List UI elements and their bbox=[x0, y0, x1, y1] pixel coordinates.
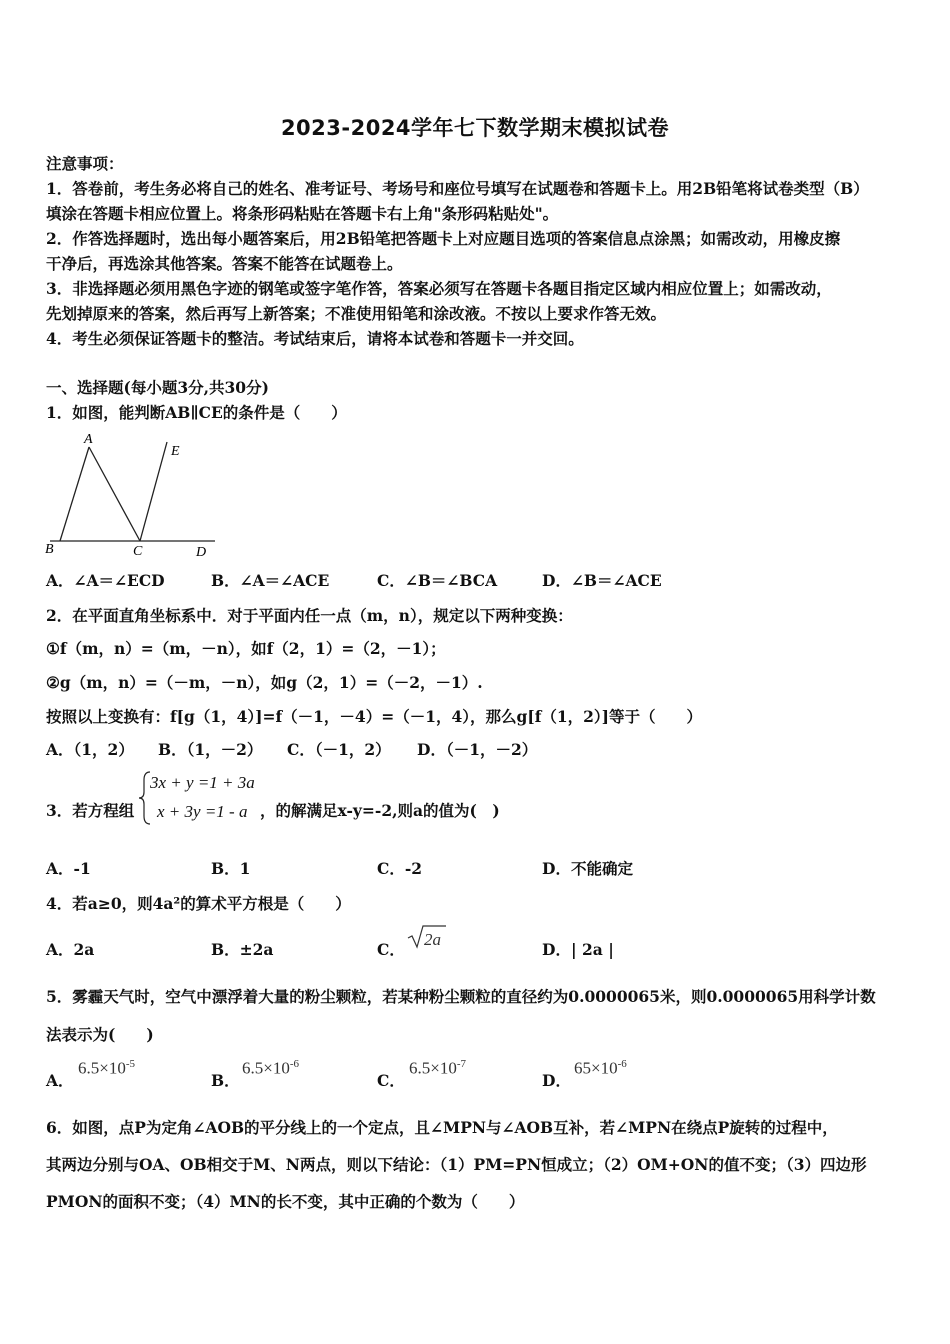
q5-line-2: 法表示为( ) bbox=[46, 1025, 154, 1044]
line-ab bbox=[60, 447, 89, 541]
q5-option-b-value: $6.5\times 10^{-6}$ bbox=[242, 1058, 300, 1078]
q2-option-d: D．（－1，－2） bbox=[417, 740, 538, 759]
notice-line: 2．作答选择题时，选出每小题答案后，用2B铅笔把答题卡上对应题目选项的答案信息点涂黑；如需改动，用橡皮擦 bbox=[46, 229, 841, 248]
q5-line-1: 5．雾霾天气时，空气中漂浮着大量的粉尘颗粒，若某种粉尘颗粒的直径约为0.0000065米，则0.0000065用科学计数 bbox=[46, 987, 876, 1006]
q5-option-d-letter: D． bbox=[542, 1071, 571, 1090]
label-e: E bbox=[171, 444, 180, 459]
q4-option-b: B．±2a bbox=[211, 940, 274, 959]
section-heading: 一、选择题(每小题3分,共30分) bbox=[46, 378, 269, 397]
q5-option-d-value: $65\times 10^{-6}$ bbox=[574, 1058, 627, 1078]
notice-line: 先划掉原来的答案，然后再写上新答案；不准使用铅笔和涂改液。不按以上要求作答无效。 bbox=[46, 304, 667, 323]
q4-stem: 4．若a≥0，则4a²的算术平方根是（ ） bbox=[46, 894, 351, 913]
page-title: 2023-2024学年七下数学期末模拟试卷 bbox=[280, 116, 670, 140]
q5-option-c-value: $6.5\times 10^{-7}$ bbox=[409, 1058, 467, 1078]
notice-heading: 注意事项： bbox=[46, 154, 124, 173]
q6-line-2: 其两边分别与OA、OB相交于M、N两点，则以下结论：（1）PM=PN恒成立；（2）OM+ON的值不变；（3）四边形 bbox=[46, 1155, 867, 1174]
line-ac bbox=[89, 447, 140, 541]
q4-option-d: D．| 2a | bbox=[542, 940, 614, 959]
q1-option-c: C．∠B＝∠BCA bbox=[377, 571, 498, 590]
q2-option-a: A．（1，2） bbox=[46, 740, 134, 759]
q2-line-3: 按照以上变换有：f[g（1，4）]=f（－1，－4）=（－1，4），那么g[f（1，2）]等于（ ） bbox=[46, 707, 703, 726]
q2-option-c: C．（－1，2） bbox=[287, 740, 391, 759]
q5-option-c-letter: C． bbox=[377, 1071, 405, 1090]
q1-option-d: D．∠B＝∠ACE bbox=[542, 571, 662, 590]
notice-line: 1．答卷前，考生务必将自己的姓名、准考证号、考场号和座位号填写在试题卷和答题卡上。用2B铅笔将试卷类型（B） bbox=[46, 179, 869, 198]
label-b: B bbox=[45, 542, 54, 557]
notice-line: 4．考生必须保证答题卡的整洁。考试结束后，请将本试卷和答题卡一并交回。 bbox=[46, 329, 584, 348]
q5-option-b-letter: B． bbox=[211, 1071, 240, 1090]
sqrt-symbol bbox=[406, 924, 448, 950]
notice-line: 填涂在答题卡相应位置上。将条形码粘贴在答题卡右上角"条形码粘贴处"。 bbox=[46, 204, 559, 223]
q5-option-a-letter: A． bbox=[46, 1071, 74, 1090]
label-c: C bbox=[133, 544, 143, 559]
sqrt-radicand: 2a bbox=[424, 930, 441, 949]
q2-option-b: B．（1，－2） bbox=[158, 740, 263, 759]
q2-stem: 2．在平面直角坐标系中．对于平面内任一点（m，n），规定以下两种变换： bbox=[46, 606, 573, 625]
notice-line: 3．非选择题必须用黑色字迹的钢笔或签字笔作答，答案必须写在答题卡各题目指定区域内相应位置上；如需改动， bbox=[46, 279, 832, 298]
q3-equation-2: x + 3y =1 - a bbox=[157, 802, 248, 821]
q3-option-a: A．-1 bbox=[46, 859, 91, 878]
label-a: A bbox=[84, 432, 93, 447]
notice-line: 干净后，再选涂其他答案。答案不能答在试题卷上。 bbox=[46, 254, 403, 273]
q2-rule-2: ②g（m，n）=（－m，－n），如g（2，1）=（－2，－1）. bbox=[46, 673, 483, 692]
q1-stem: 1．如图，能判断AB∥CE的条件是（ ） bbox=[46, 403, 347, 422]
q1-figure bbox=[40, 425, 220, 560]
q6-line-3: PMON的面积不变；（4）MN的长不变，其中正确的个数为（ ） bbox=[46, 1192, 525, 1211]
label-d: D bbox=[196, 545, 207, 560]
q3-suffix: ，的解满足x-y=-2,则a的值为( ) bbox=[260, 801, 500, 820]
line-ce bbox=[140, 442, 167, 541]
q5-option-a-value: $6.5\times 10^{-5}$ bbox=[78, 1058, 136, 1078]
q3-option-d: D．不能确定 bbox=[542, 859, 633, 878]
q6-line-1: 6．如图，点P为定角∠AOB的平分线上的一个定点，且∠MPN与∠AOB互补，若∠MPN在绕点P旋转的过程中， bbox=[46, 1118, 838, 1137]
q3-option-c: C．-2 bbox=[377, 859, 423, 878]
q4-option-c: C． bbox=[377, 940, 405, 959]
q1-option-a: A．∠A＝∠ECD bbox=[46, 571, 165, 590]
q1-option-b: B．∠A＝∠ACE bbox=[211, 571, 330, 590]
q3-equation-1: 3x + y =1 + 3a bbox=[150, 773, 255, 792]
q3-prefix: 3．若方程组 bbox=[46, 801, 135, 820]
q2-rule-1: ①f（m，n）=（m，－n），如f（2，1）=（2，－1）； bbox=[46, 639, 446, 658]
q3-option-b: B．1 bbox=[211, 859, 251, 878]
q4-option-a: A．2a bbox=[46, 940, 95, 959]
